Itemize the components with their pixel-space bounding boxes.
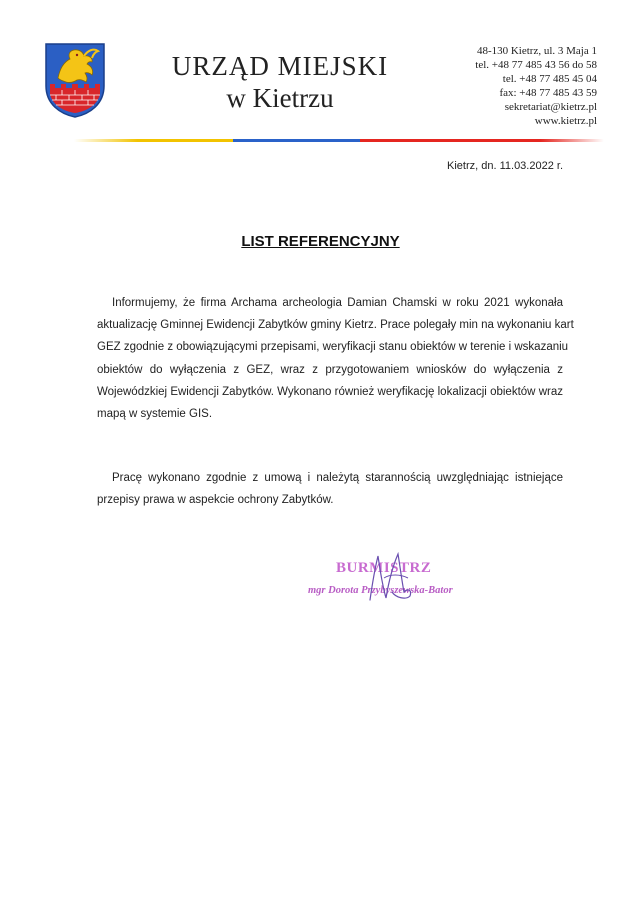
contact-block: [397, 44, 597, 128]
contact-address: 48-130 Kietrz, ul. 3 Maja 1: [476, 45, 597, 57]
contact-email: sekretariat@kietrz.pl: [504, 101, 597, 113]
contact-fax: fax: +48 77 485 43 59: [499, 87, 597, 99]
office-name-line1: URZĄD MIEJSKI: [171, 51, 389, 81]
paragraph-2: [97, 467, 563, 511]
office-name: [150, 50, 410, 114]
letter-title: LIST REFERENCYJNY: [241, 233, 400, 250]
coat-of-arms-lion-icon: [44, 42, 106, 118]
paragraph-line: aktualizację Gminnej Ewidencji Zabytków gminy Kietrz. Prace polegały min na wykonaniu kart: [97, 319, 574, 332]
paragraph-1: [97, 292, 574, 425]
letter-date: Kietrz, dn. 11.03.2022 r.: [447, 160, 563, 172]
paragraph-line: obiektów do wyłączenia z GEZ, wraz z przygotowaniem wniosków do wyłączenia z: [97, 363, 563, 376]
office-name-line2: w Kietrzu: [226, 83, 334, 113]
contact-phone-2: tel. +48 77 485 45 04: [502, 73, 597, 85]
mayor-stamp: [308, 548, 478, 618]
paragraph-line: mapą w systemie GIS.: [97, 408, 213, 421]
paragraph-line: GEZ zgodnie z obowiązującymi przepisami, weryfikacji stanu obiektów w terenie i wskazaniu: [97, 341, 569, 354]
signature-icon: [308, 548, 478, 618]
paragraph-line: przepisy prawa w aspekcie ochrony Zabytków.: [97, 494, 334, 507]
contact-phone-1: tel. +48 77 485 43 56 do 58: [475, 59, 597, 71]
header-divider: [74, 139, 604, 142]
paragraph-line: Wojewódzkiej Ewidencji Zabytków. Wykonano również weryfikację lokalizacji obiektów wraz: [97, 385, 563, 398]
stamp-title: BURMISTRZ: [336, 560, 432, 576]
paragraph-line: Pracę wykonano zgodnie z umową i należytą starannością uwzględniając istniejące: [112, 472, 563, 484]
stamp-name: mgr Dorota Przybyszewska-Bator: [308, 585, 453, 596]
contact-website: www.kietrz.pl: [534, 115, 597, 127]
paragraph-line: Informujemy, że firma Archama archeologia Damian Chamski w roku 2021 wykonała: [112, 297, 563, 309]
